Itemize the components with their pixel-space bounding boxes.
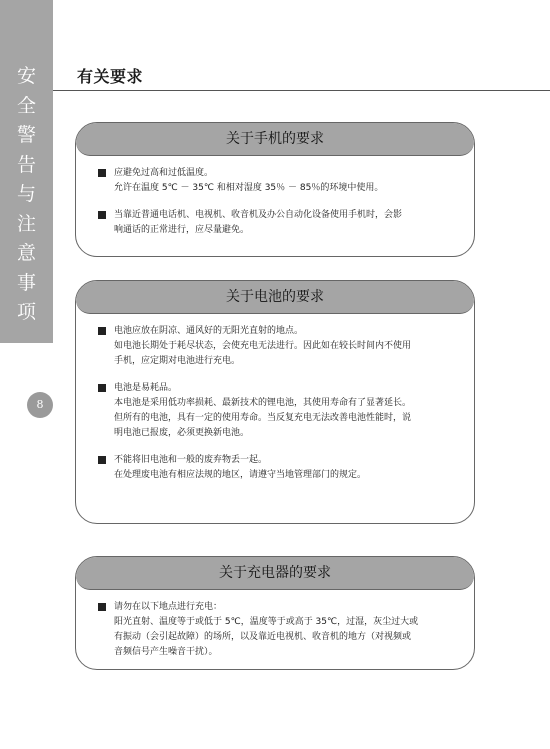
- section-phone-requirements: [75, 122, 475, 257]
- item-heading: 电池应放在阴凉、通风好的无阳光直射的地点。: [114, 326, 304, 336]
- list-item: [98, 208, 460, 238]
- side-tab-title: [0, 62, 53, 328]
- item-text: 如电池长期处于耗尽状态，会使充电无法进行。因此如在较长时间内不使用: [114, 341, 412, 351]
- section-header: 关于手机的要求: [76, 123, 474, 156]
- square-bullet-icon: [98, 456, 106, 464]
- item-text: 音频信号产生噪音干扰）。: [114, 647, 218, 657]
- list-item: [98, 166, 460, 196]
- side-char: 与: [16, 183, 36, 205]
- item-text: 本电池是采用低功率损耗、最新技术的锂电池，其使用寿命有了显著延长。: [114, 398, 412, 408]
- side-char: 告: [16, 153, 36, 176]
- item-text: 明电池已报废，必须更换新电池。: [114, 428, 250, 438]
- item-text: 在处理废电池有相应法规的地区，请遵守当地管理部门的规定。: [114, 470, 367, 480]
- item-heading: 应避免过高和过低温度。: [114, 168, 214, 178]
- square-bullet-icon: [98, 211, 106, 219]
- side-char: 意: [16, 242, 36, 264]
- page-number: 8: [27, 392, 53, 418]
- item-heading: 当靠近普通电话机、电视机、收音机及办公自动化设备使用手机时，会影: [114, 210, 403, 220]
- side-char: 项: [16, 301, 36, 323]
- square-bullet-icon: [98, 384, 106, 392]
- item-text: 允许在温度 5℃ － 35℃ 和相对湿度 35％ － 85％的环境中使用。: [114, 183, 384, 193]
- section-battery-requirements: [75, 280, 475, 524]
- page-title: 有关要求: [77, 67, 144, 86]
- square-bullet-icon: [98, 327, 106, 335]
- section-charger-requirements: [75, 556, 475, 670]
- square-bullet-icon: [98, 169, 106, 177]
- list-item: [98, 381, 460, 441]
- list-item: [98, 600, 460, 660]
- item-heading: 不能将旧电池和一般的废弃物丢一起。: [114, 455, 268, 465]
- section-header: 关于充电器的要求: [76, 557, 474, 590]
- item-text: 响通话的正常进行，应尽量避免。: [114, 225, 250, 235]
- item-text: 有振动（会引起故障）的场所，以及靠近电视机、收音机的地方（对视频或: [114, 632, 412, 642]
- side-char: 全: [16, 94, 36, 117]
- section-header: 关于电池的要求: [76, 281, 474, 314]
- item-text: 阳光直射、温度等于或低于 5℃，温度等于或高于 35℃，过湿，灰尘过大或: [114, 617, 419, 627]
- side-char: 事: [16, 271, 36, 294]
- side-tab: [0, 0, 53, 343]
- item-text: 但所有的电池，具有一定的使用寿命。当反复充电无法改善电池性能时，说: [114, 413, 412, 423]
- side-char: 注: [16, 212, 36, 235]
- item-text: 手机，应定期对电池进行充电。: [114, 356, 241, 366]
- list-item: [98, 453, 460, 483]
- side-char: 警: [16, 124, 36, 146]
- list-item: [98, 324, 460, 369]
- item-heading: 电池是易耗品。: [114, 383, 178, 393]
- square-bullet-icon: [98, 603, 106, 611]
- side-char: 安: [16, 65, 36, 87]
- title-divider: [53, 90, 550, 91]
- item-heading: 请勿在以下地点进行充电：: [114, 602, 223, 612]
